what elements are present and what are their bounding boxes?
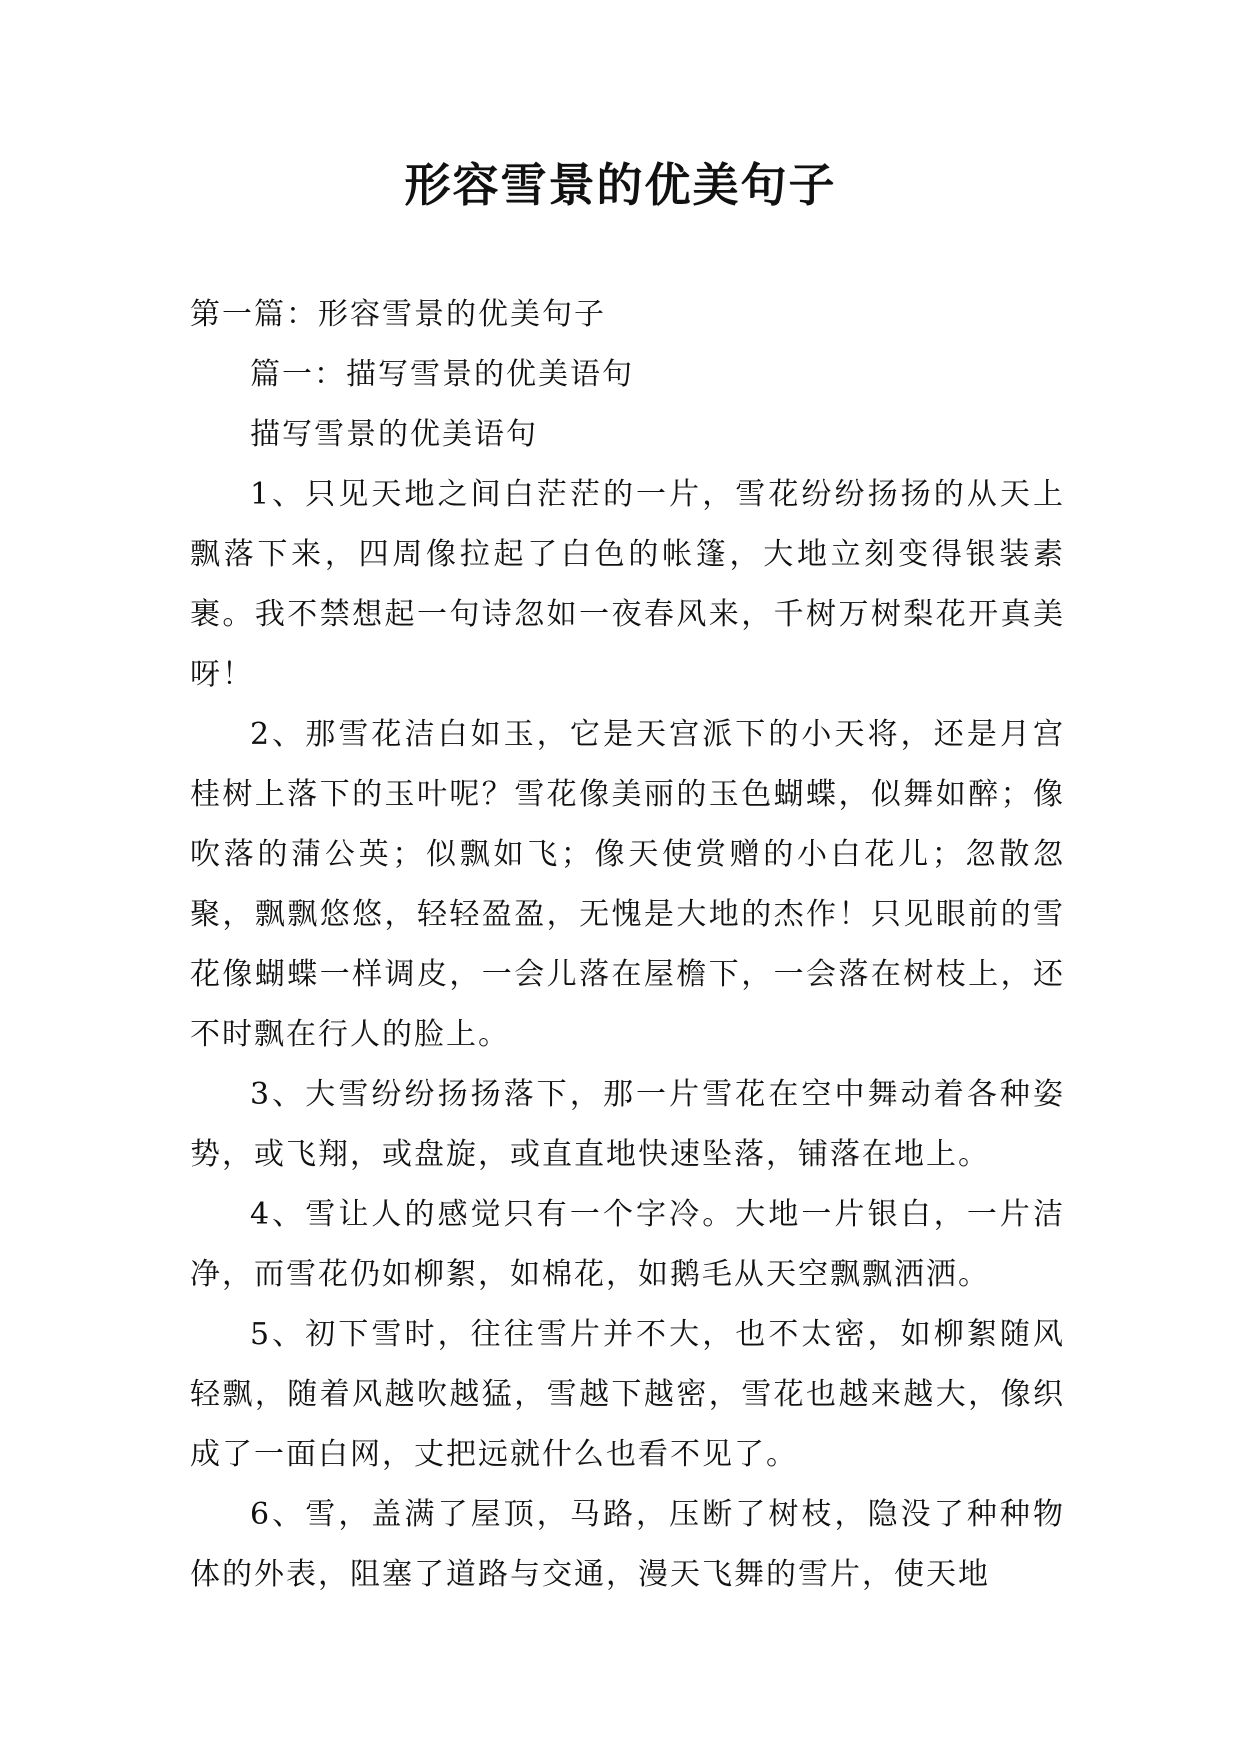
paragraph-2: 2、那雪花洁白如玉，它是天宫派下的小天将，还是月宫桂树上落下的玉叶呢？雪花像美丽的玉色蝴蝶，似舞如醉；像吹落的蒲公英；似飘如飞；像天使赏赠的小白花儿；忽散忽聚，飘飘悠悠，轻轻盈盈，无愧是大地的杰作！只见眼前的雪花像蝴蝶一样调皮，一会儿落在屋檐下，一会落在树枝上，还不时飘在行人的脸上。 [190,717,1065,1052]
paragraph-3: 3、大雪纷纷扬扬落下，那一片雪花在空中舞动着各种姿势，或飞翔，或盘旋，或直直地快速坠落，铺落在地上。 [190,1077,1065,1172]
paragraph-4: 4、雪让人的感觉只有一个字冷。大地一片银白，一片洁净，而雪花仍如柳絮，如棉花，如鹅毛从天空飘飘洒洒。 [190,1197,1065,1292]
paragraph-5: 5、初下雪时，往往雪片并不大，也不太密，如柳絮随风轻飘，随着风越吹越猛，雪越下越密，雪花也越来越大，像织成了一面白网，丈把远就什么也看不见了。 [190,1317,1065,1472]
subsection-subtitle: 描写雪景的优美语句 [250,417,538,452]
paragraph-1: 1、只见天地之间白茫茫的一片，雪花纷纷扬扬的从天上飘落下来，四周像拉起了白色的帐篷，大地立刻变得银装素裹。我不禁想起一句诗忽如一夜春风来，千树万树梨花开真美呀！ [190,477,1065,692]
document-title: 形容雪景的优美句子 [404,158,837,212]
paragraph-6: 6、雪，盖满了屋顶，马路，压断了树枝，隐没了种种物体的外表，阻塞了道路与交通，漫天飞舞的雪片，使天地 [190,1497,1065,1592]
subsection-heading: 篇一：描写雪景的优美语句 [250,357,634,392]
document-body [190,285,1065,1605]
section-heading: 第一篇：形容雪景的优美句子 [190,297,606,332]
